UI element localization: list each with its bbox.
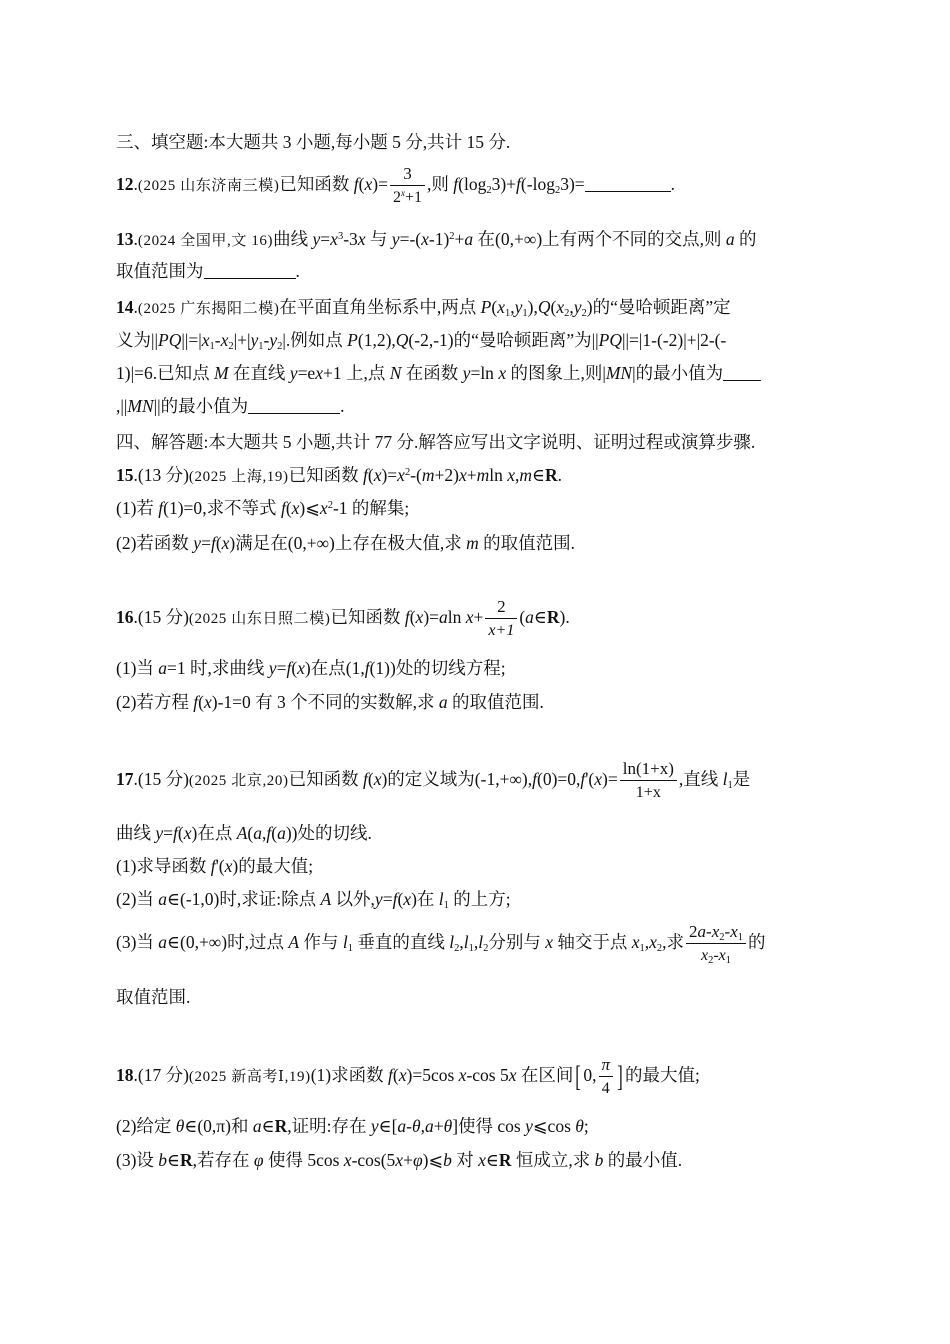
answer-blank[interactable]	[204, 262, 296, 279]
question-number: 14	[116, 297, 134, 317]
fraction: $\frac{\pi}{4}$	[599, 1056, 614, 1097]
question-16-part-1: (1)当 a=1 时,求曲线 y=f(x)在点(1,f(1))处的切线方程;	[116, 658, 506, 678]
question-17-line-2: 曲线 y=f(x)在点 A(a,f(a))处的切线.	[116, 823, 372, 843]
question-source: (2025 上海,19)	[188, 469, 289, 485]
answer-blank[interactable]	[248, 397, 340, 414]
section-4-heading: 四、解答题:本大题共 5 小题,共计 77 分.解答应写出文字说明、证明过程或演算步骤.	[116, 432, 756, 452]
question-number: 16	[116, 607, 134, 627]
fraction: $\frac{\ln(1+x)}{1+x}$	[620, 760, 677, 801]
question-14-line-3: 1)|=6.已知点 M 在直线 y=ex+1 上,点 N 在函数 y=ln x 的图象上,则|MN|的最小值为	[116, 361, 761, 385]
question-number: 12	[116, 174, 134, 194]
question-source: (2025 广东揭阳二模)	[137, 301, 280, 317]
question-number: 17	[116, 769, 134, 789]
question-15-part-1: (1)若 f(1)=0,求不等式 $f(x)⩽x^2-1$ 的解集;	[116, 498, 410, 518]
question-15: 15.(13 分)(2025 上海,19)已知函数 $f(x)=x^2-(m+2)x+mln$ x,m∈R.	[116, 465, 563, 485]
question-source: (2025 山东日照二模)	[188, 611, 331, 627]
question-13-line-2: 取值范围为 .	[116, 261, 300, 281]
section-3-heading: 三、填空题:本大题共 3 小题,每小题 5 分,共计 15 分.	[116, 132, 511, 152]
question-14-line-4: ,||MN||的最小值为 .	[116, 396, 345, 416]
question-17-part-1: (1)求导函数 f'(x)的最大值;	[116, 856, 314, 876]
question-17: 17.(15 分)(2025 北京,20)已知函数 f(x)的定义域为(-1,+∞),f(0)=0,f'(x)= $\frac{\ln(1+x)}{1+x}$ ,直线 $l_1$是	[116, 759, 751, 802]
question-17-part-3: (3)当 a∈(0,+∞)时,过点 A 作与 $l_1$ 垂直的直线 $l_2,l_1,l_2$分别与 x 轴交于点 $x_1,x_2$,求 $\frac{2a-x_2-x_1}{x_2-x_1}$ 的	[116, 922, 766, 967]
question-17-part-2: (2)当 a∈(-1,0)时,求证:除点 A 以外,y=f(x)在 $l_1$ 的上方;	[116, 889, 511, 911]
question-17-line-last: 取值范围.	[116, 987, 191, 1007]
question-16: 16.(15 分)(2025 山东日照二模)已知函数 f(x)=aln x+ $\frac{2}{x+1}$ (a∈R).	[116, 597, 570, 640]
question-18-part-3: (3)设 b∈R,若存在 φ 使得 5cos x-cos(5x+φ)⩽b 对 x∈R 恒成立,求 b 的最小值.	[116, 1150, 683, 1170]
fraction: $\frac{2}{x+1}$	[485, 598, 517, 639]
fraction: $\frac{2a-x_2-x_1}{x_2-x_1}$	[686, 923, 746, 964]
fraction: $\frac{3}{2^x+1}$	[390, 165, 425, 206]
question-18: 18.(17 分)(2025 新高考Ⅰ,19)(1)求函数 f(x)=5cos x-cos 5x 在区间[ 0, $\frac{\pi}{4}$ ] 的最大值;	[116, 1055, 700, 1098]
answer-blank[interactable]	[723, 364, 761, 381]
question-source: (2025 新高考Ⅰ,19)	[188, 1069, 311, 1085]
left-bracket: [	[575, 1059, 582, 1093]
right-bracket: ]	[617, 1059, 623, 1093]
question-source: (2025 山东济南三模)	[137, 178, 280, 194]
question-source: (2024 全国甲,文 16)	[137, 233, 274, 249]
question-12: 12.(2025 山东济南三模)已知函数 f(x)= $\frac{3}{2^x+1}$ ,则 $f(\log_23)+f(-\log_23)=$ .	[116, 164, 676, 207]
question-number: 13	[116, 229, 134, 249]
question-16-part-2: (2)若方程 f(x)-1=0 有 3 个不同的实数解,求 a 的取值范围.	[116, 692, 544, 712]
question-14-line-2: 义为$||PQ||=|x_1-x_2|+|y_1-y_2|$.例如点 P(1,2),Q(-2,-1)的“曼哈顿距离”为||PQ||=|1-(-2)|+|2-(-	[116, 330, 727, 352]
question-15-part-2: (2)若函数 y=f(x)满足在(0,+∞)上存在极大值,求 m 的取值范围.	[116, 533, 576, 553]
answer-blank[interactable]	[585, 175, 671, 192]
question-18-part-2: (2)给定 θ∈(0,π)和 a∈R,证明:存在 y∈[a-θ,a+θ]使得 cos y⩽cos θ;	[116, 1116, 589, 1136]
question-13: 13.(2024 全国甲,文 16)曲线 $y=x^3-3x$ 与 $y=-(x-1)^2+a$ 在(0,+∞)上有两个不同的交点,则 a 的	[116, 229, 757, 249]
question-source: (2025 北京,20)	[188, 773, 289, 789]
question-14: 14.(2025 广东揭阳二模)在平面直角坐标系中,两点 $P(x_1,y_1),Q(x_2,y_2)$的“曼哈顿距离”定	[116, 297, 731, 319]
question-number: 15	[116, 465, 134, 485]
question-number: 18	[116, 1065, 134, 1085]
